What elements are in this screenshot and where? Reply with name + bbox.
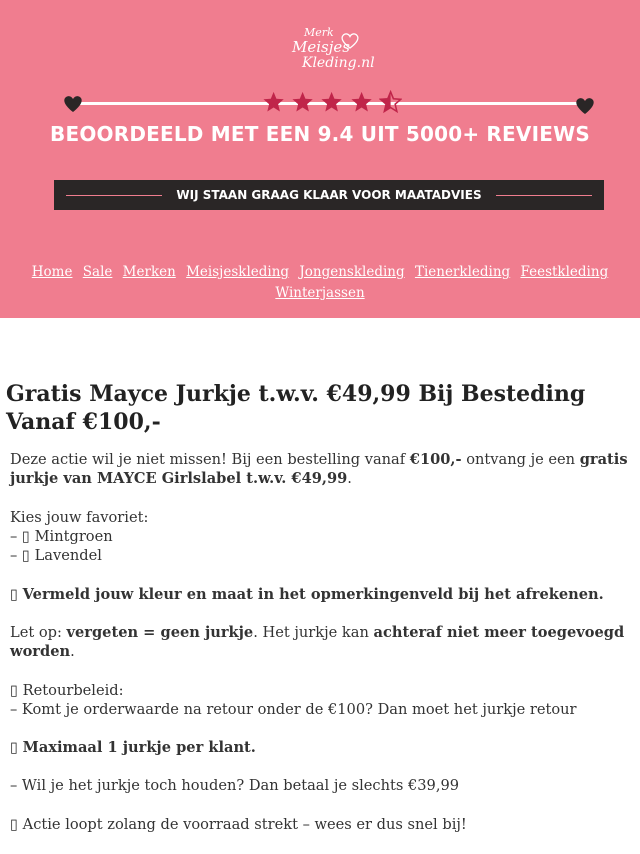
review-banner-text: BEOORDEELD MET EEN 9.4 UIT 5000+ REVIEWS	[50, 122, 590, 146]
warning-text-e: .	[70, 643, 75, 660]
note-icon: ▯	[10, 586, 19, 603]
warning-paragraph	[10, 623, 630, 661]
max-per-customer	[10, 738, 630, 757]
warning-text-d: achteraf niet meer toegevoegd worden	[10, 624, 625, 660]
star-icon	[291, 90, 314, 114]
site-logo[interactable]	[290, 24, 375, 76]
nav-item-tienerkleding[interactable]: Tienerkleding	[414, 264, 511, 280]
star-icon	[320, 90, 343, 114]
nav-item-sale[interactable]: Sale	[82, 264, 113, 280]
keep-dress-text: – Wil je het jurkje toch houden? Dan betaal je slechts €39,99	[10, 777, 460, 794]
rating-stars	[262, 90, 402, 114]
note-text: Vermeld jouw kleur en maat in het opmerkingenveld bij het afrekenen.	[22, 586, 604, 603]
intro-text-c: ontvang je een	[461, 451, 580, 468]
logo-text-line1: Merk	[304, 26, 334, 39]
intro-amount: €100,-	[409, 451, 462, 468]
choose-label: Kies jouw favoriet:	[10, 509, 149, 526]
nav-item-feestkleding[interactable]: Feestkleding	[520, 264, 609, 280]
nav-item-jongenskleding[interactable]: Jongenskleding	[299, 264, 405, 280]
advice-bar-line-right	[496, 195, 592, 196]
main-nav	[0, 262, 640, 304]
intro-paragraph	[10, 450, 630, 488]
max-text: Maximaal 1 jurkje per klant.	[22, 739, 256, 756]
page-title: Gratis Mayce Jurkje t.w.v. €49,99 Bij Besteding Vanaf €100,-	[6, 381, 586, 435]
right-heart-icon	[574, 96, 596, 116]
warning-text-b: vergeten = geen jurkje	[66, 624, 254, 641]
advice-bar-line-left	[66, 195, 162, 196]
nav-item-home[interactable]: Home	[31, 264, 73, 280]
star-icon	[350, 90, 373, 114]
nav-item-merken[interactable]: Merken	[122, 264, 176, 280]
left-heart-icon	[62, 94, 84, 114]
logo-heart-icon	[340, 32, 360, 50]
logo-text-line3: Kleding.nl	[302, 55, 375, 71]
note-paragraph	[10, 585, 630, 604]
logo-text-line2: Meisjes	[292, 38, 350, 56]
nav-item-winterjassen[interactable]: Winterjassen	[275, 285, 365, 301]
nav-item-meisjeskleding[interactable]: Meisjeskleding	[186, 264, 290, 280]
stock-notice: ▯ Actie loopt zolang de voorraad strekt – wees er dus snel bij!	[10, 816, 467, 833]
return-policy-text: – Komt je orderwaarde na retour onder de €100? Dan moet het jurkje retour	[10, 701, 577, 718]
intro-text-e: .	[347, 470, 352, 487]
advice-bar	[54, 180, 604, 210]
option-mintgroen: – ▯ Mintgroen	[10, 528, 113, 545]
advice-text: WIJ STAAN GRAAG KLAAR VOOR MAATADVIES	[176, 188, 482, 202]
site-header	[0, 0, 640, 318]
star-icon	[262, 90, 285, 114]
option-lavendel: – ▯ Lavendel	[10, 547, 102, 564]
return-policy-label: ▯ Retourbeleid:	[10, 682, 124, 699]
half-star-icon	[379, 90, 402, 114]
warning-text-a: Let op:	[10, 624, 67, 641]
max-icon: ▯	[10, 739, 19, 756]
warning-text-c: . Het jurkje kan	[253, 624, 374, 641]
intro-text-a: Deze actie wil je niet missen! Bij een bestelling vanaf	[10, 451, 410, 468]
intro-offer: gratis jurkje van MAYCE Girlslabel t.w.v. €49,99	[10, 451, 628, 487]
